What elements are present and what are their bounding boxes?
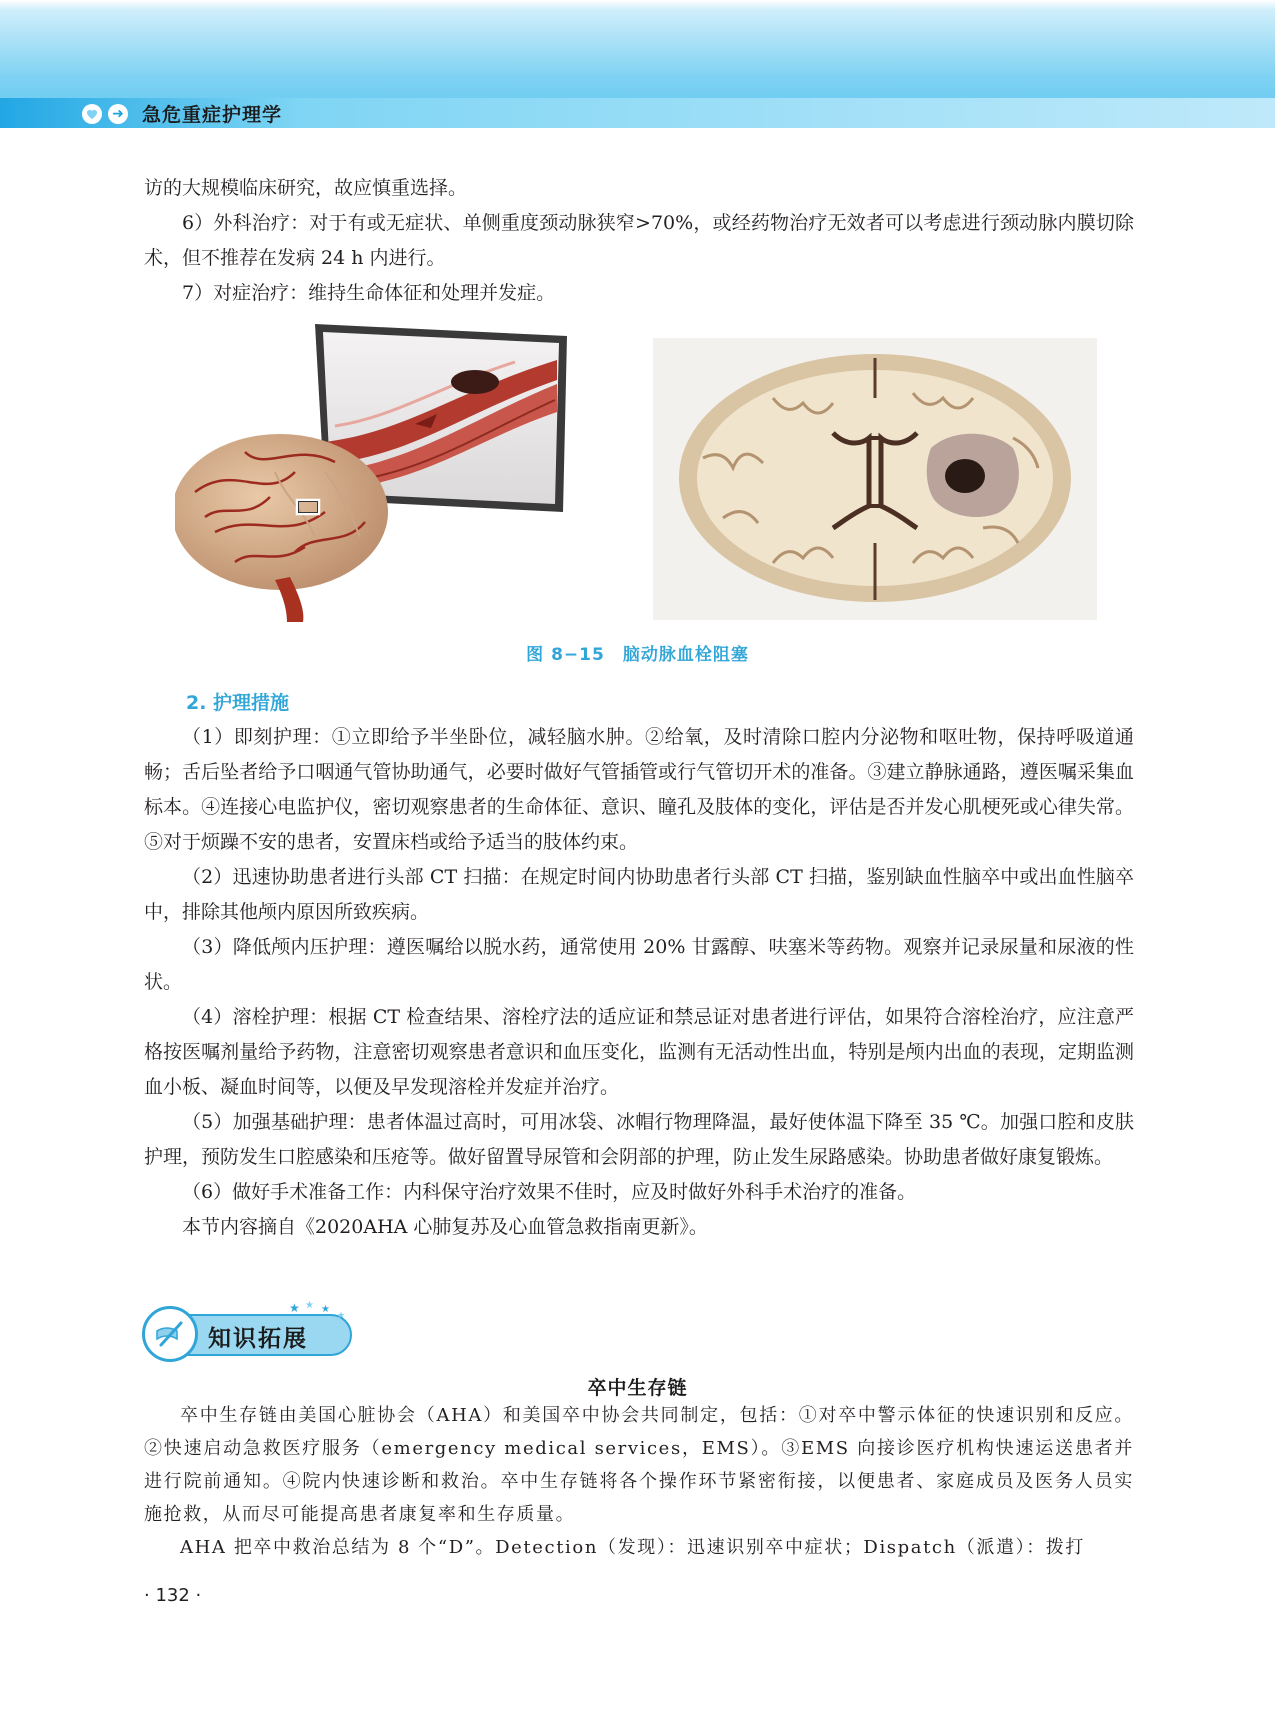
svg-text:★: ★ bbox=[305, 1300, 314, 1311]
paragraph: 7）对症治疗：维持生命体征和处理并发症。 bbox=[182, 282, 556, 304]
svg-text:★: ★ bbox=[321, 1304, 330, 1315]
paragraph: （2）迅速协助患者进行头部 CT 扫描：在规定时间内协助患者行头部 CT 扫描，鉴别缺血性脑卒中或出血性脑卒中，排除其他颅内原因所致疾病。 bbox=[144, 866, 1134, 923]
figure-caption: 图 8−15 脑动脉血栓阻塞 bbox=[526, 645, 749, 665]
badge-label: 知识拓展 bbox=[208, 1326, 308, 1352]
extension-title: 卒中生存链 bbox=[587, 1377, 688, 1399]
brain-artery-thrombus-illustration bbox=[175, 322, 585, 622]
paragraph: 访的大规模临床研究，故应慎重选择。 bbox=[144, 177, 468, 199]
paragraph: （1）即刻护理：①立即给予半坐卧位，减轻脑水肿。②给氧，及时清除口腔内分泌物和呕吐物，保持呼吸道通畅；舌后坠者给予口咽通气管协助通气，必要时做好气管插管或行气管切开术的准备。③建立静脉通路，遵医嘱采集血标本。④连接心电监护仪，密切观察患者的生命体征、意识、瞳孔及肢体的变化，评估是否并发心肌梗死或心律失常。⑤对于烦躁不安的患者，安置床档或给予适当的肢体约束。 bbox=[144, 726, 1134, 853]
section-heading: 2. 护理措施 bbox=[186, 692, 290, 714]
paragraph: （6）做好手术准备工作：内科保守治疗效果不佳时，应及时做好外科手术治疗的准备。 bbox=[182, 1181, 917, 1203]
stars-icon bbox=[287, 1298, 357, 1320]
svg-text:★: ★ bbox=[289, 1301, 300, 1315]
paragraph: （5）加强基础护理：患者体温过高时，可用冰袋、冰帽行物理降温，最好使体温下降至 35 ℃。加强口腔和皮肤护理，预防发生口腔感染和压疮等。做好留置导尿管和会阴部的护理，防止发生尿路感染。协助患者做好康复锻炼。 bbox=[144, 1111, 1134, 1168]
extension-text bbox=[144, 1399, 1134, 1564]
brain-axial-section-infarct-illustration bbox=[653, 338, 1097, 620]
paragraph: 6）外科治疗：对于有或无症状、单侧重度颈动脉狭窄>70%，或经药物治疗无效者可以考虑进行颈动脉内膜切除术，但不推荐在发病 24 h 内进行。 bbox=[144, 212, 1134, 269]
nursing-text bbox=[144, 720, 1134, 1245]
paragraph: 本节内容摘自《2020AHA 心肺复苏及心血管急救指南更新》。 bbox=[182, 1216, 708, 1238]
paragraph: AHA 把卒中救治总结为 8 个“D”。Detection（发现）：迅速识别卒中症状；Dispatch（派遣）：拨打 bbox=[180, 1537, 1086, 1558]
paragraph: （3）降低颅内压护理：遵医嘱给以脱水药，通常使用 20% 甘露醇、呋塞米等药物。观察并记录尿量和尿液的性状。 bbox=[144, 936, 1134, 993]
header-icons bbox=[82, 104, 128, 124]
paragraph: （4）溶栓护理：根据 CT 检查结果、溶栓疗法的适应证和禁忌证对患者进行评估，如果符合溶栓治疗，应注意严格按医嘱剂量给予药物，注意密切观察患者意识和血压变化，监测有无活动性出血，特别是颅内出血的表现，定期监测血小板、凝血时间等，以便及早发现溶栓并发症并治疗。 bbox=[144, 1006, 1134, 1098]
book-pen-icon bbox=[145, 1309, 195, 1359]
badge-circle bbox=[142, 1306, 198, 1362]
paragraph: 卒中生存链由美国心脏协会（AHA）和美国卒中协会共同制定，包括：①对卒中警示体征的快速识别和反应。②快速启动急救医疗服务（emergency medical services，EMS）。③EMS 向接诊医疗机构快速运送患者并进行院前通知。④院内快速诊断和救治。卒中生存链将各个操作环节紧密衔接，以便患者、家庭成员及医务人员实施抢救，从而尽可能提高患者康复率和生存质量。 bbox=[144, 1405, 1134, 1525]
knowledge-extension-badge bbox=[142, 1298, 357, 1360]
book-title: 急危重症护理学 bbox=[142, 104, 283, 126]
arrow-right-icon: ➜ bbox=[108, 104, 128, 124]
svg-text:★: ★ bbox=[337, 1311, 346, 1320]
page-number: · 132 · bbox=[144, 1585, 202, 1606]
body-text bbox=[144, 171, 1134, 311]
heart-icon bbox=[82, 104, 102, 124]
